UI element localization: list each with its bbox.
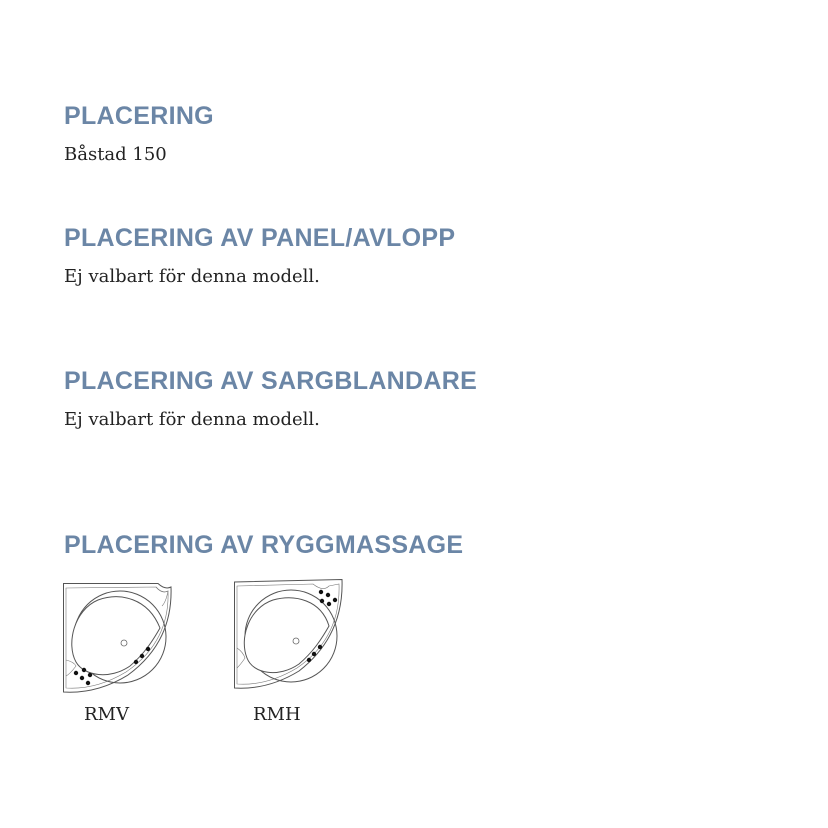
section-text-model: Båstad 150: [64, 144, 167, 165]
section-text-panel-avlopp: Ej valbart för denna modell.: [64, 266, 320, 287]
corner-bathtub-rmh-drawing: [233, 578, 345, 690]
corner-bathtub-rmv-drawing: [62, 582, 174, 694]
tub-label-rmv: RMV: [84, 704, 129, 725]
section-heading-placering: PLACERING: [64, 102, 214, 130]
tub-label-rmh: RMH: [253, 704, 301, 725]
section-heading-panel-avlopp: PLACERING AV PANEL/AVLOPP: [64, 224, 456, 252]
section-text-sargblandare: Ej valbart för denna modell.: [64, 409, 320, 430]
section-heading-sargblandare: PLACERING AV SARGBLANDARE: [64, 367, 478, 395]
tub-diagram-rmv: [62, 582, 174, 694]
tub-diagram-rmh: [233, 578, 345, 690]
section-heading-ryggmassage: PLACERING AV RYGGMASSAGE: [64, 531, 464, 559]
